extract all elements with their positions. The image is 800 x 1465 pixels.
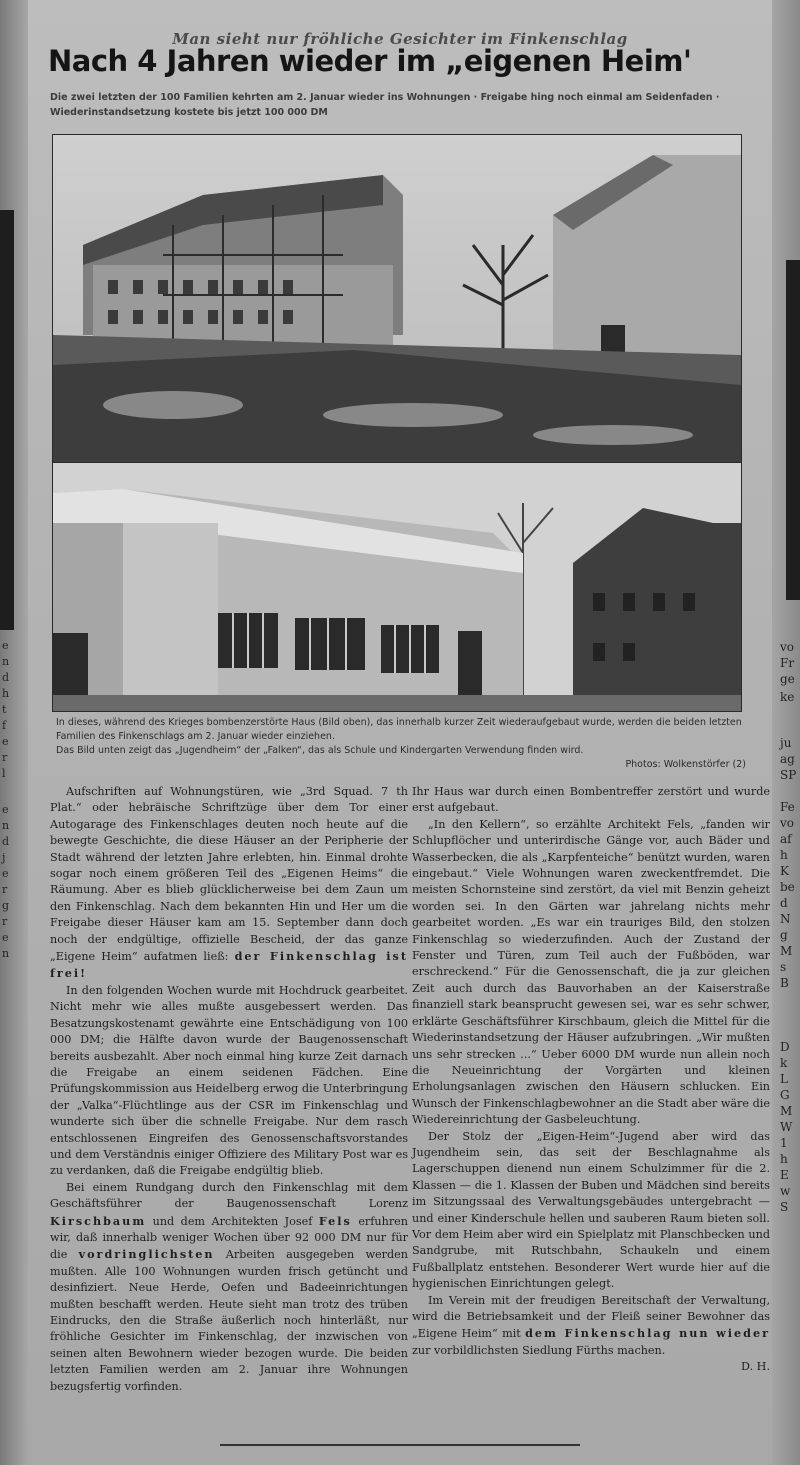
right-fragment: 1	[780, 1136, 788, 1150]
article-text: Aufschriften auf Wohnungstüren, wie „3rd Squad. 7 th Plat.“ oder hebräische Schriftzüge über dem Tor einer Autogarage des Finkenschlages deuten noch heute auf die bewegte Geschichte, die diese Häuser an der Peripherie der Stadt während der letzten Jahre erlebten, hin. Einmal drohte sogar noch einem größeren Teil des „Eigenen Heims“ die Räumung. Aber es blieb glücklicherweise bei dem Zaun um den Finkenschlag. Nach dem bekannten Hin und Her um die Freigabe dieser Häuser kam am 15. September dann doch noch der endgültige, offizielle Bescheid, der das ganze „Eigene Heim“ aufatmen ließ:	[50, 785, 408, 964]
left-fragment: d	[2, 835, 10, 848]
article-emphasis: vordringlichsten	[78, 1247, 215, 1262]
article-emphasis: der Finkenschlag ist frei!	[50, 949, 408, 981]
article-emphasis: dem Finkenschlag nun wieder	[525, 1326, 770, 1341]
right-fragment: d	[780, 896, 788, 910]
article-text: Arbeiten ausgegeben werden mußten. Alle 100 Wohnungen wurden frisch getüncht und desinfiziert. Neue Herde, Oefen und Badeeinrichtungen mußten beschafft werden. Heute sieht man trotz des trüben Eindrucks, den die Straße äußerlich noch hinterläßt, nur fröhliche Gesichter im Finkenschlag, der inzwischen von seinen alten Bewohnern wieder bezogen wurde. Die beiden letzten Familien werden am 2. Januar ihre Wohnungen bezugsfertig vorfinden.	[50, 1248, 408, 1393]
article-paragraph	[50, 784, 408, 983]
left-fragment: e	[2, 867, 9, 880]
right-fragment: g	[780, 928, 788, 942]
article-paragraph	[50, 1180, 408, 1395]
right-fragment: SP	[780, 768, 797, 782]
right-fragment: N	[780, 912, 791, 926]
left-fragment: l	[2, 767, 6, 780]
article-text: Im Verein mit der freudigen Bereitschaft der Verwaltung, wird die Betriebsamkeit und der Fleiß seiner Bewohner das „Eigene Heim“ mit	[412, 1293, 770, 1341]
caption-line-top: In dieses, während des Krieges bombenzerstörte Haus (Bild oben), das innerhalb kurzer Zeit wiederaufgebaut wurde, werden die beiden letzten Familien des Finkenschlags am 2. Januar wieder einziehen.	[56, 717, 742, 742]
article-paragraph: In den folgenden Wochen wurde mit Hochdruck gearbeitet. Nicht mehr wie alles mußte ausgebessert werden. Das Besatzungskostenamt gewährte eine Entschädigung von 100 000 DM; die Hälfte davon wurde der Baugenossenschaft bereits ausbezahlt. Aber noch einmal hing kurze Zeit darnach die Freigabe an einem seidenen Fädchen. Eine Prüfungskommission aus Heidelberg erwog die Unterbringung der „Valka“-Flüchtlinge aus der CSR im Finkenschlag und wunderte sich über die schnelle Freigabe. Nur dem rasch entschlossenen Eingreifen des Genossenschaftsvorstandes und dem Verständnis einiger Offiziere des Military Post war es zu verdanken, daß die Freigabe endgültig blieb.	[50, 983, 408, 1178]
right-fragment: w	[780, 1184, 791, 1198]
article-text: und dem Architekten Josef	[152, 1214, 313, 1228]
photo-rebuilt-house	[52, 134, 742, 472]
article-column-left	[50, 784, 408, 1395]
article-text: Bei einem Rundgang durch den Finkenschlag mit dem Geschäftsführer der Baugenossenschaft Lorenz	[50, 1180, 408, 1211]
right-fragment: ag	[780, 752, 795, 766]
left-fragment: g	[2, 899, 10, 912]
headline: Nach 4 Jahren wieder im „eigenen Heim'	[48, 44, 692, 78]
photo-youth-home	[52, 462, 742, 712]
article-paragraph	[412, 1293, 770, 1360]
caption-line-bottom: Das Bild unten zeigt das „Jugendheim“ der „Falken“, das als Schule und Kindergarten Verwendung finden wird.	[56, 745, 584, 756]
left-fragment: n	[2, 655, 10, 668]
right-fragment: W	[780, 1120, 793, 1134]
right-fragment: be	[780, 880, 795, 894]
left-fragment: e	[2, 639, 9, 652]
right-fragment: Fr	[780, 656, 795, 670]
right-neighbor-column	[772, 0, 800, 1465]
photo-youth-home-image	[53, 463, 741, 711]
left-fragment: r	[2, 883, 8, 896]
right-fragment: s	[780, 960, 787, 974]
right-fragment: ge	[780, 672, 795, 686]
subheadline: Die zwei letzten der 100 Familien kehrten am 2. Januar wieder ins Wohnungen · Freigabe hing noch einmal am Seidenfaden · Wiederinstandsetzung kostete bis jetzt 100 000 DM	[50, 92, 720, 118]
right-fragment: L	[780, 1072, 788, 1086]
right-fragment: vo	[780, 640, 795, 654]
photo-caption	[56, 716, 746, 772]
right-fragment: G	[780, 1088, 790, 1102]
left-neighbor-column	[0, 0, 28, 1465]
article-column-right	[412, 784, 770, 1376]
right-fragment: Fe	[780, 800, 795, 814]
left-fragment: e	[2, 735, 9, 748]
photo-rebuilt-house-image	[53, 135, 741, 471]
left-fragment: r	[2, 915, 8, 928]
photo-credit: Photos: Wolkenstörfer (2)	[625, 759, 746, 770]
left-neighbor-photo-edge	[0, 210, 14, 630]
right-fragment: h	[780, 848, 788, 862]
left-fragment: t	[2, 703, 7, 716]
left-fragment: d	[2, 671, 10, 684]
left-fragment: j	[2, 851, 6, 864]
kicker-line: Man sieht nur fröhliche Gesichter im Finkenschlag	[172, 30, 628, 48]
right-fragment: M	[780, 1104, 793, 1118]
right-fragment: ke	[780, 690, 795, 704]
right-fragment: M	[780, 944, 793, 958]
left-fragment: n	[2, 947, 10, 960]
right-fragment: K	[780, 864, 789, 878]
right-fragment: vo	[780, 816, 795, 830]
left-fragment: e	[2, 803, 9, 816]
left-fragment: n	[2, 819, 10, 832]
right-neighbor-photo-edge	[786, 260, 800, 600]
right-fragment: D	[780, 1040, 790, 1054]
article-text: erfuhren wir, daß innerhalb weniger Wochen über 92 000 DM nur für die	[50, 1214, 409, 1262]
right-fragment: k	[780, 1056, 788, 1070]
person-name: Fels	[318, 1213, 352, 1228]
left-fragment: f	[2, 719, 7, 732]
right-fragment: ju	[780, 736, 792, 750]
right-fragment: S	[780, 1200, 789, 1214]
right-fragment: B	[780, 976, 789, 990]
article-paragraph: „In den Kellern“, so erzählte Architekt Fels, „fanden wir Schlupflöcher und unterirdische Gänge vor, auch Bäder und Wasserbecken, die als „Karpfenteiche“ benützt wurden, waren eingebaut.“ Viele Wohnungen waren zweckentfremdet. Die meisten Schornsteine sind zerstört, da viel mit Benzin geheizt worden sei. In den Gärten war jahrelang nichts mehr gearbeitet worden. „Es war ein trauriges Bild, den stolzen Finkenschlag so wiederzufinden. Auch der Zustand der Fenster und Türen, zum Teil auch der Fußböden, war erschreckend.“ Für die Genossenschaft, die ja zur gleichen Zeit auch durch das Bauvorhaben an der Kaiserstraße finanziell stark beansprucht gewesen sei, war es sehr schwer, erklärte Geschäftsführer Kirschbaum, gleich die Mittel für die Wiederinstandsetzung der Häuser aufzubringen. „Wir mußten uns sehr strecken ...“ Ueber 6000 DM wurde nun allein noch die Neueinrichtung der Vorgärten und kleinen Erholungsanlagen zwischen den Häusern schlucken. Ein Wunsch der Finkenschlagbewohner an die Stadt aber wäre die Wiedereinrichtung der Gasbeleuchtung.	[412, 817, 770, 1127]
left-fragment: e	[2, 931, 9, 944]
left-fragment: r	[2, 751, 8, 764]
author-signature: D. H.	[741, 1360, 770, 1374]
left-fragment: h	[2, 687, 10, 700]
article-paragraph: Der Stolz der „Eigen-Heim“-Jugend aber wird das Jugendheim sein, das seit der Beschlagnahme als Lagerschuppen dienend nun einem Schulzimmer für die 2. Klassen — die 1. Klassen der Buben und Mädchen sind bereits im Sitzungssaal des Verwaltungsgebäudes untergebracht — und einer Kinderschule hellen und sauberen Raum bieten soll. Vor dem Heim aber wird ein Spielplatz mit Planschbecken und Sandgrube, mit Rutschbahn, Schaukeln und einem Fußballplatz entstehen. Besonderer Wert wurde hier auf die hygienischen Einrichtungen gelegt.	[412, 1129, 770, 1291]
person-name: Kirschbaum	[50, 1213, 147, 1228]
bottom-rule	[220, 1444, 580, 1446]
right-fragment: h	[780, 1152, 788, 1166]
right-fragment: E	[780, 1168, 789, 1182]
right-fragment: af	[780, 832, 792, 846]
article-paragraph: Ihr Haus war durch einen Bombentreffer zerstört und wurde erst aufgebaut.	[412, 785, 770, 815]
article-text: zur vorbildlichsten Siedlung Fürths machen.	[412, 1343, 666, 1357]
